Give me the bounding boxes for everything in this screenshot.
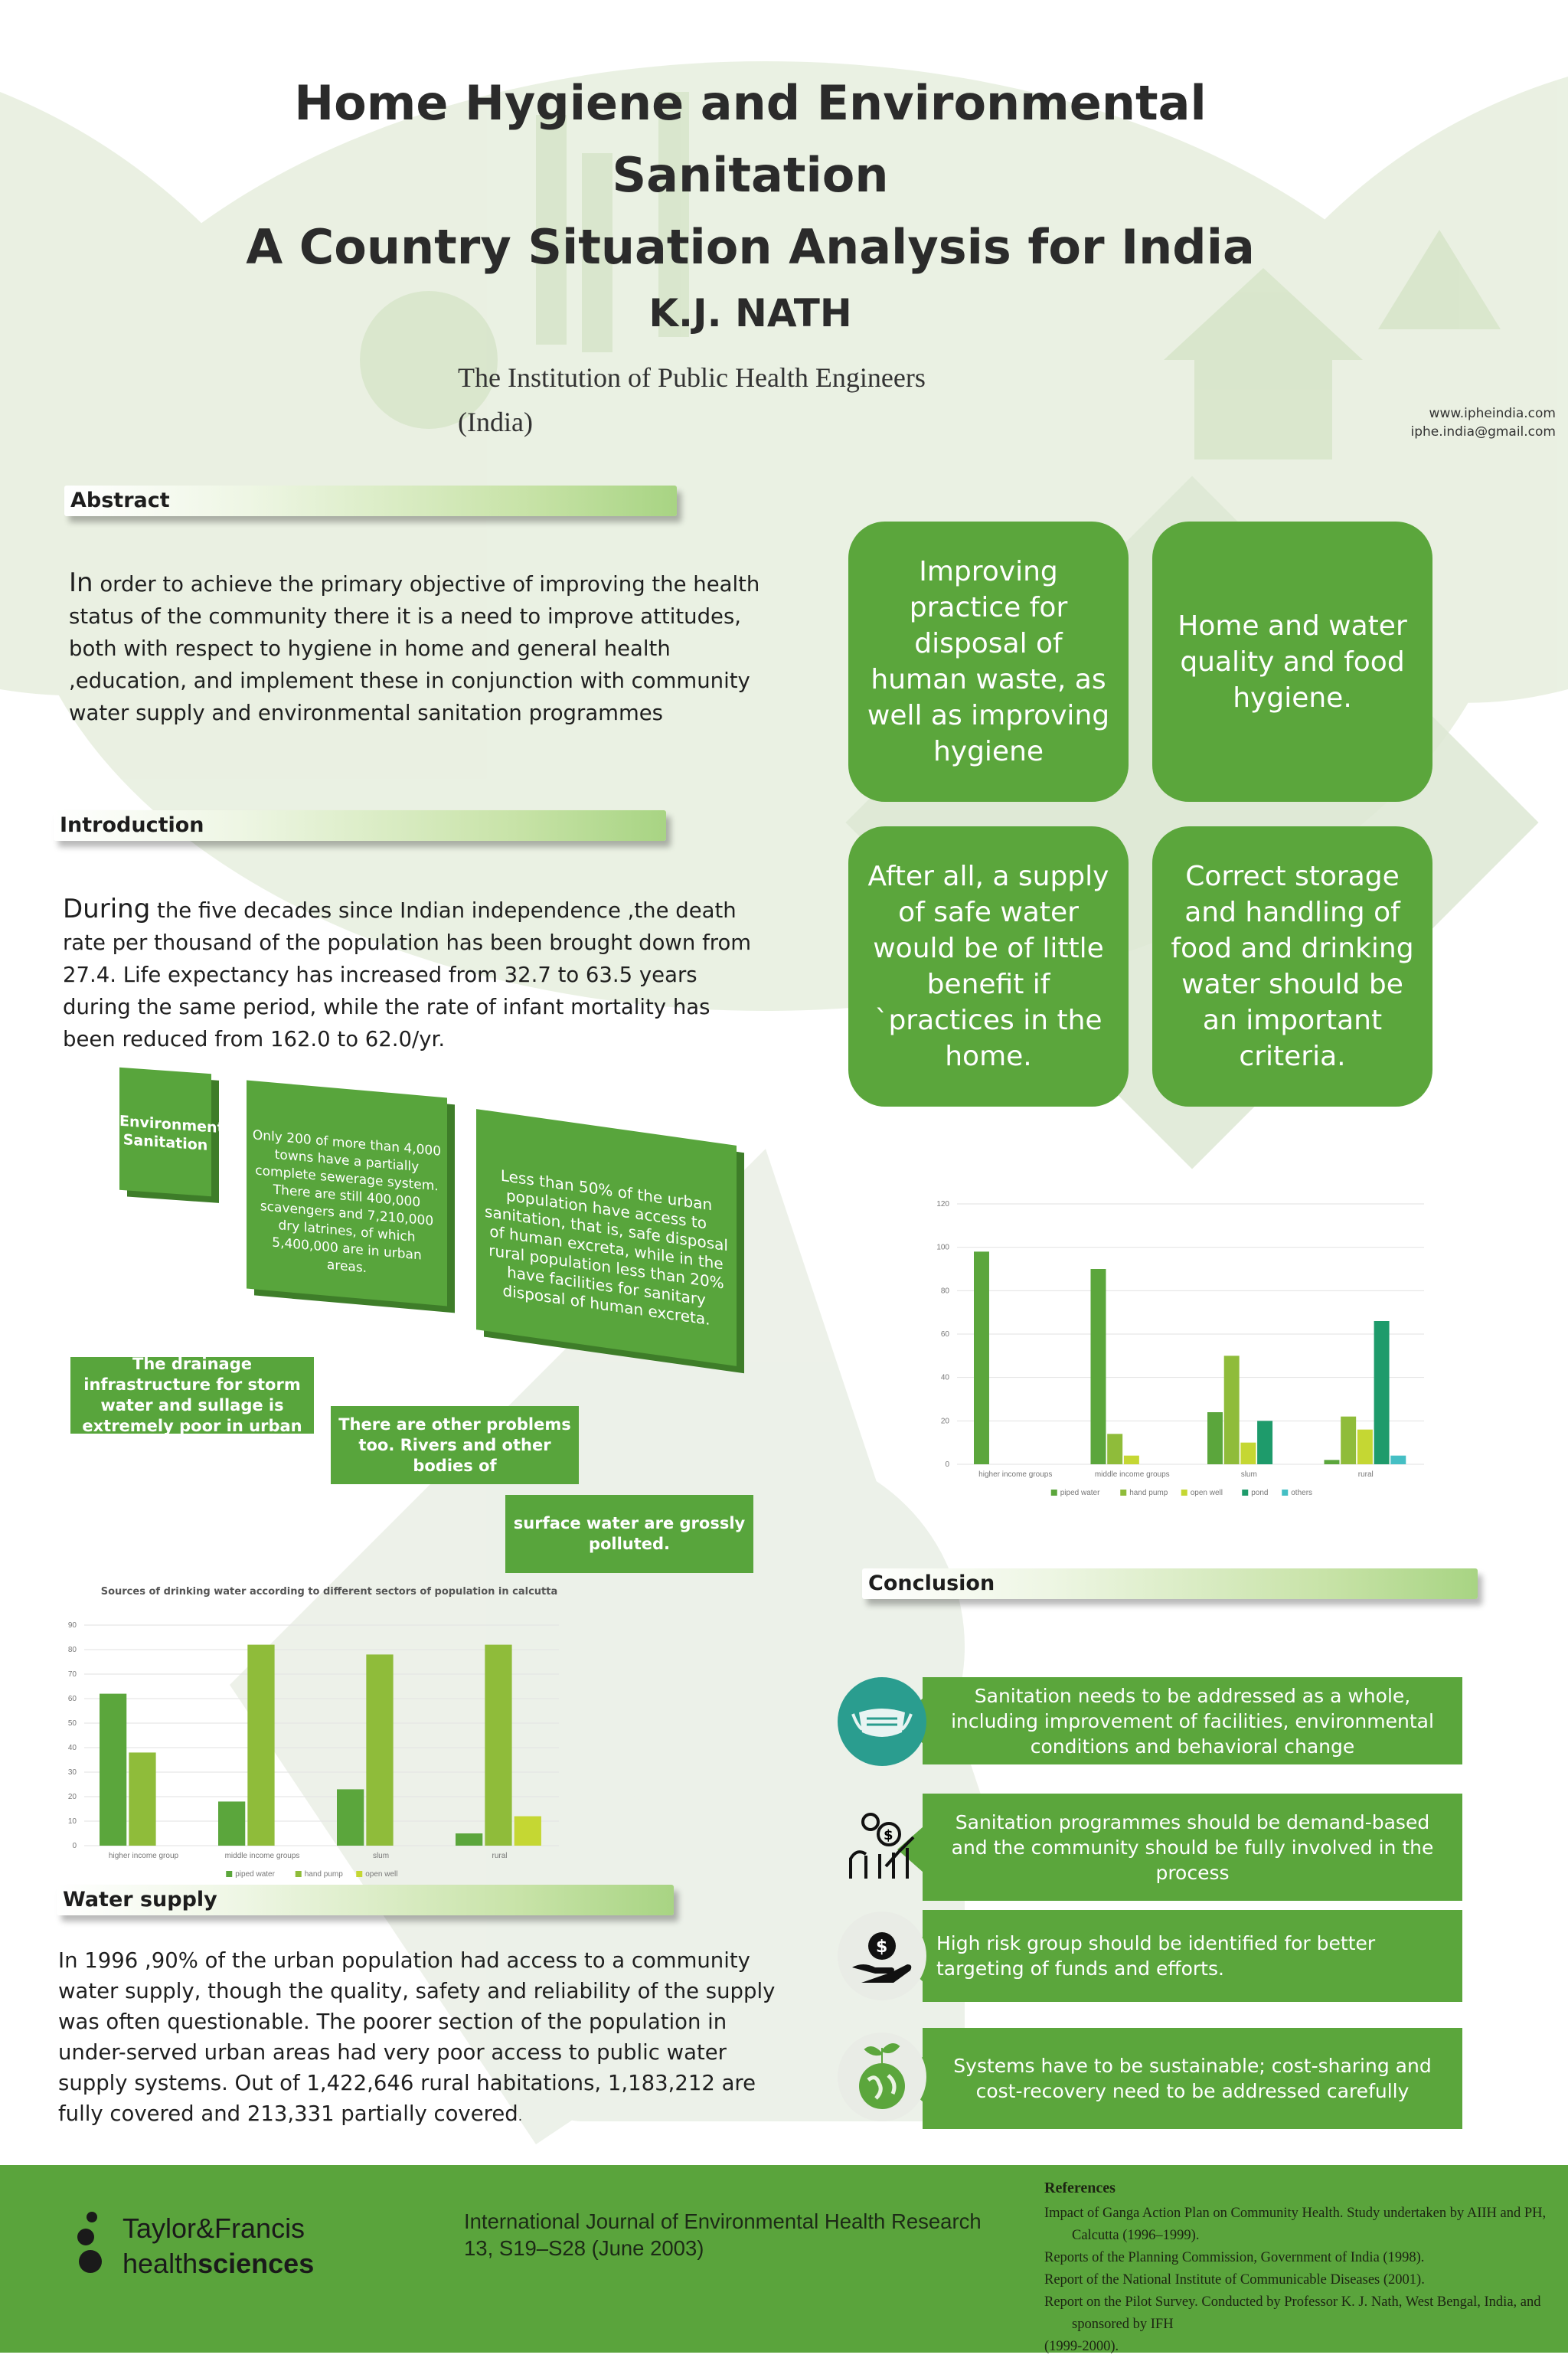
reference-5: (1999-2000). xyxy=(1044,2339,1119,2354)
legend-swatch xyxy=(296,1871,302,1877)
drainage-box: The drainage infrastructure for storm water and sullage is extremely poor in urban xyxy=(70,1357,314,1434)
email-link[interactable]: iphe.india@gmail.com xyxy=(1410,424,1556,440)
y-tick-label: 60 xyxy=(940,1330,949,1339)
y-tick-label: 40 xyxy=(940,1373,949,1382)
y-tick-label: 80 xyxy=(940,1287,949,1296)
conclusion-item-2: Sanitation programmes should be demand-based and the community should be fully involved in the process xyxy=(923,1794,1462,1901)
legend-swatch xyxy=(1242,1490,1248,1496)
introduction-text xyxy=(63,893,767,1055)
chart-bar xyxy=(1107,1434,1122,1464)
legend-label: open well xyxy=(1190,1489,1223,1497)
quadrant-waste-disposal: Improving practice for disposal of human waste, as well as improving hygiene xyxy=(848,522,1129,802)
x-tick-label: middle income groups xyxy=(1094,1470,1170,1479)
other-problems-box: There are other problems too. Rivers and other bodies of xyxy=(331,1406,579,1484)
legend-swatch xyxy=(226,1871,232,1877)
poster-subtitle: A Country Situation Analysis for India xyxy=(246,219,1255,275)
logo-sciences: sciences xyxy=(198,2248,315,2279)
legend-swatch xyxy=(1051,1490,1057,1496)
introduction-heading: Introduction xyxy=(54,810,666,841)
introduction-body: the five decades since Indian independence ,the death rate per thousand of the population has been brought down from 27.4. Life expectancy has increased from 32.7 to 63.5 years during the same period, while the rate of infant mortality has been reduced from 162.0 to 62.0/yr. xyxy=(63,898,752,1051)
journal-issue: 13, S19–S28 (June 2003) xyxy=(464,2236,704,2260)
legend-label: open well xyxy=(365,1870,398,1879)
conclusion-item-4: Systems have to be sustainable; cost-sharing and cost-recovery need to be addressed carefully xyxy=(923,2028,1462,2129)
abstract-first-word: In xyxy=(69,567,93,598)
references-heading: References xyxy=(1044,2180,1116,2196)
author-name: K.J. NATH xyxy=(648,291,852,335)
y-tick-label: 70 xyxy=(67,1670,77,1679)
legend-label: piped water xyxy=(1060,1489,1100,1497)
urban-sanitation-fact-box: Less than 50% of the urban population have access to sanitation, that is, safe disposal of human excreta, while in the rural population less than 20% have facilities for sanitary disposal of human excreta. xyxy=(476,1109,737,1366)
chart-bar xyxy=(129,1752,155,1846)
reference-2: Reports of the Planning Commission, Government of India (1998). xyxy=(1044,2250,1425,2265)
y-tick-label: 60 xyxy=(67,1695,77,1703)
chart-bar xyxy=(1224,1356,1240,1464)
x-tick-label: rural xyxy=(1357,1470,1374,1479)
journal-citation xyxy=(464,2208,982,2262)
svg-text:$: $ xyxy=(884,1827,893,1843)
water-supply-body: In 1996 ,90% of the urban population had access to a community water supply, though the quality, safety and reliability of the supply was often questionable. The poorer section of the population in under-served urban areas had very poor access to public water supply systems. Out of 1,422,646 rural habitations, 1,183,212 are fully covered and 213,331 partially covered xyxy=(58,1948,776,2126)
chart-bar xyxy=(1124,1456,1139,1464)
svg-text:$: $ xyxy=(876,1938,888,1957)
water-supply-heading: Water supply xyxy=(57,1885,674,1915)
quadrant-food-storage: Correct storage and handling of food and drinking water should be an important criteria. xyxy=(1152,826,1432,1107)
y-tick-label: 20 xyxy=(67,1793,77,1801)
legend-label: pond xyxy=(1251,1489,1269,1497)
x-tick-label: slum xyxy=(372,1852,390,1860)
poster-title-line1: Home Hygiene and Environmental xyxy=(294,75,1207,131)
logo-dots-icon xyxy=(69,2206,115,2275)
x-tick-label: slum xyxy=(1240,1470,1257,1479)
chart-bar xyxy=(485,1645,511,1846)
conclusion-item-1: Sanitation needs to be addressed as a whole, including improvement of facilities, environmental conditions and behavioral change xyxy=(923,1677,1462,1764)
y-tick-label: 10 xyxy=(67,1817,77,1826)
reference-1: Impact of Ganga Action Plan on Community Health. Study undertaken by AIIH and PH, Calcutta (1996–1999). xyxy=(1044,2206,1547,2243)
chart-bar xyxy=(514,1817,541,1846)
x-tick-label: rural xyxy=(492,1852,508,1860)
chart-bar xyxy=(1390,1456,1406,1464)
y-tick-label: 50 xyxy=(67,1719,77,1728)
legend-label: hand pump xyxy=(1129,1489,1168,1497)
legend-label: hand pump xyxy=(304,1870,343,1879)
green-earth-icon xyxy=(838,2033,926,2121)
chart-bar xyxy=(366,1654,393,1846)
journal-name: International Journal of Environmental Health Research xyxy=(464,2209,982,2233)
chart-bar xyxy=(1091,1269,1106,1464)
water-supply-text xyxy=(58,1945,778,2132)
chart2-title: Sources of drinking water according to different sectors of population in calcutta xyxy=(100,1586,558,1598)
taylor-francis-logo xyxy=(69,2203,345,2288)
water-supply-end: . xyxy=(518,2109,523,2124)
chart-bar xyxy=(218,1801,245,1846)
quadrant-safe-water: After all, a supply of safe water would be of little benefit if `practices in the home. xyxy=(848,826,1129,1107)
institution-line1: The Institution of Public Health Engineers xyxy=(458,362,926,393)
calcutta-water-chart xyxy=(46,1616,597,1892)
surface-water-box: surface water are grossly polluted. xyxy=(505,1495,753,1573)
money-hand-icon xyxy=(838,1912,926,2000)
face-mask-icon xyxy=(838,1677,926,1766)
x-tick-label: higher income group xyxy=(108,1852,179,1860)
chart-bar xyxy=(1207,1412,1223,1464)
legend-swatch xyxy=(1282,1490,1288,1496)
chart-bar xyxy=(974,1251,989,1464)
x-tick-label: higher income groups xyxy=(978,1470,1053,1479)
reference-3: Report of the National Institute of Communicable Diseases (2001). xyxy=(1044,2272,1425,2288)
environmental-sanitation-cube: Environmental Sanitation xyxy=(119,1068,211,1196)
institution-line2: (India) xyxy=(458,407,533,437)
quadrant-food-hygiene: Home and water quality and food hygiene. xyxy=(1152,522,1432,802)
chart-bar xyxy=(1325,1460,1340,1464)
legend-label: others xyxy=(1291,1489,1313,1497)
chart-bar xyxy=(100,1694,126,1846)
introduction-first-word: During xyxy=(63,894,151,924)
chart-bar xyxy=(1257,1421,1272,1464)
website-link[interactable]: www.ipheindia.com xyxy=(1429,406,1556,421)
chart-bar xyxy=(247,1645,274,1846)
abstract-body: order to achieve the primary objective of improving the health status of the community there it is a need to improve attitudes, both with respect to hygiene in home and general health ,education, and implement these in conjunction with community water supply and environmental sanitation programmes xyxy=(69,572,760,725)
sewerage-fact-box: Only 200 of more than 4,000 towns have a partially complete sewerage system. There are still 400,000 scavengers and 7,210,000 dry latrines, of which 5,400,000 are in urban areas. xyxy=(247,1081,447,1307)
y-tick-label: 80 xyxy=(67,1646,77,1654)
reference-4: Report on the Pilot Survey. Conducted by Professor K. J. Nath, West Bengal, India, and sponsored by IFH xyxy=(1044,2294,1541,2332)
legend-swatch xyxy=(356,1871,362,1877)
chart-bar xyxy=(337,1789,364,1846)
y-tick-label: 30 xyxy=(67,1768,77,1777)
chart-bar xyxy=(1374,1321,1390,1464)
footer xyxy=(0,2165,1568,2353)
legend-swatch xyxy=(1181,1490,1187,1496)
chart-bar xyxy=(1240,1443,1256,1464)
y-tick-label: 100 xyxy=(936,1243,949,1252)
poster-title-line2: Sanitation xyxy=(612,147,889,203)
chart-bar xyxy=(456,1833,482,1846)
references xyxy=(1044,2177,1565,2358)
logo-line1: Taylor&Francis xyxy=(122,2212,305,2244)
chart-bar xyxy=(1357,1430,1373,1464)
y-tick-label: 120 xyxy=(936,1200,949,1208)
logo-health: health xyxy=(122,2248,198,2279)
y-tick-label: 40 xyxy=(67,1744,77,1752)
water-source-chart xyxy=(919,1187,1439,1509)
y-tick-label: 90 xyxy=(67,1621,77,1630)
legend-label: piped water xyxy=(235,1870,275,1879)
y-tick-label: 0 xyxy=(945,1460,949,1469)
conclusion-heading: Conclusion xyxy=(862,1568,1478,1599)
legend-swatch xyxy=(1120,1490,1126,1496)
abstract-text xyxy=(69,567,789,729)
x-tick-label: middle income groups xyxy=(224,1852,300,1860)
abstract-heading: Abstract xyxy=(64,486,677,516)
community-growth-icon xyxy=(838,1803,926,1892)
conclusion-item-3: High risk group should be identified for better targeting of funds and efforts. xyxy=(923,1910,1462,2002)
chart-bar xyxy=(1341,1417,1356,1464)
y-tick-label: 0 xyxy=(72,1842,77,1850)
y-tick-label: 20 xyxy=(940,1417,949,1426)
